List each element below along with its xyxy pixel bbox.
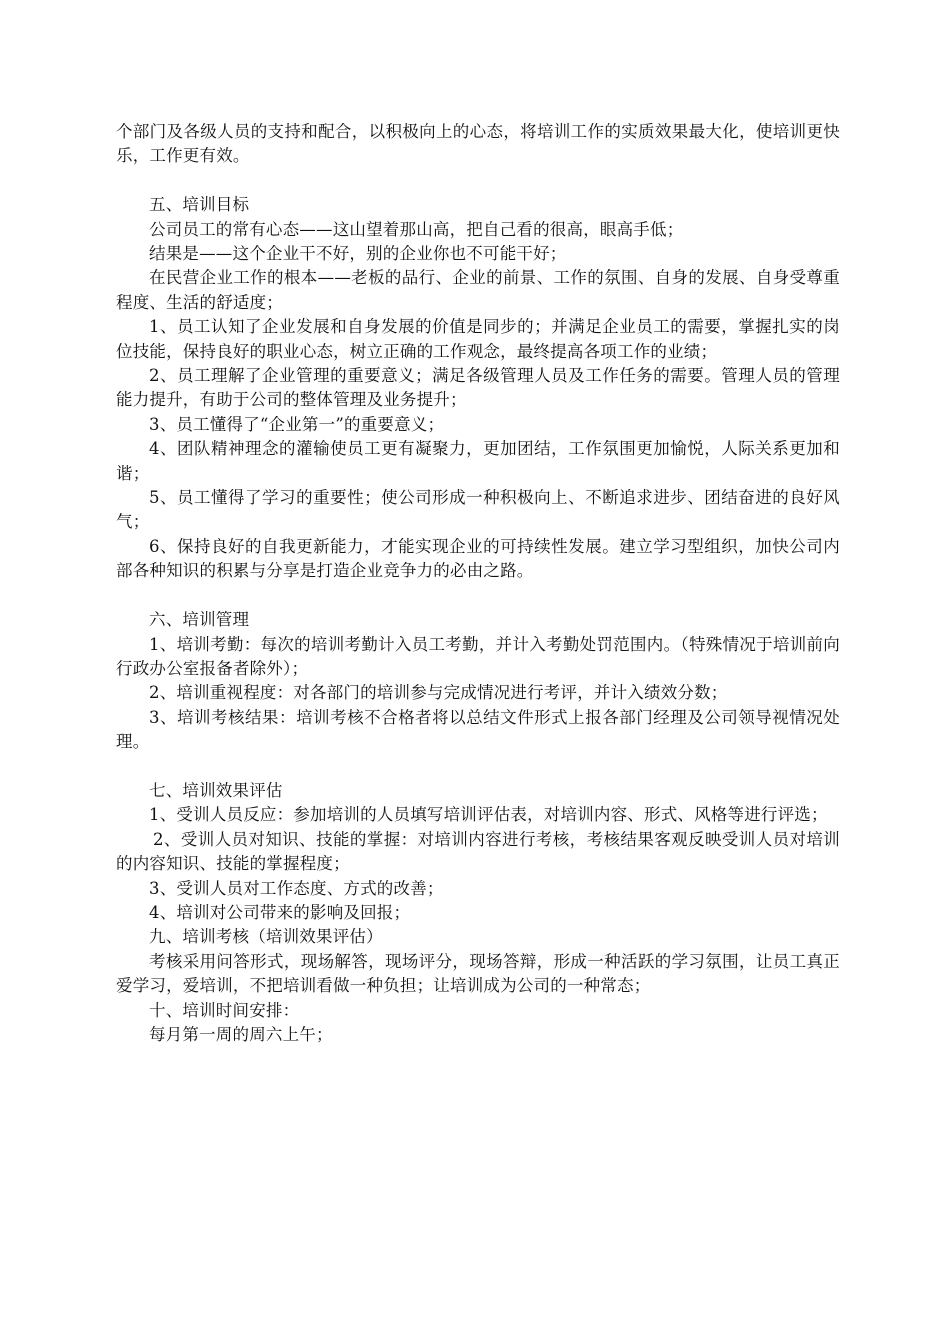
section-heading-training-evaluation: 七、培训效果评估 xyxy=(149,780,283,800)
list-item: 3、受训人员对工作态度、方式的改善； xyxy=(149,878,444,898)
list-item: 1、受训人员反应：参加培训的人员填写培训评估表，对培训内容、形式、风格等进行评选； xyxy=(149,805,828,825)
list-item: 4、团队精神理念的灌输使员工更有凝聚力，更加团结，工作氛围更加愉悦，人际关系更加和谐； xyxy=(116,439,840,483)
list-item: 3、培训考核结果：培训考核不合格者将以总结文件形式上报各部门经理及公司领导视情况处理。 xyxy=(116,707,840,752)
paragraph: 每月第一周的周六上午； xyxy=(149,1024,333,1044)
lead-paragraph: 个部门及各级人员的支持和配合，以积极向上的心态，将培训工作的实质效果最大化，使培训更快乐，工作更有效。 xyxy=(116,122,840,166)
paragraph: 结果是——这个企业干不好，别的企业你也不可能干好； xyxy=(149,244,567,264)
paragraph: 公司员工的常有心态——这山望着那山高，把自己看的很高，眼高手低； xyxy=(149,219,684,239)
section-heading-training-assessment: 九、培训考核（培训效果评估） xyxy=(149,927,383,947)
list-item: 6、保持良好的自我更新能力，才能实现企业的可持续性发展。建立学习型组织，加快公司内部各种知识的积累与分享是打造企业竞争力的必由之路。 xyxy=(116,536,840,581)
paragraph: 在民营企业工作的根本——老板的品行、企业的前景、工作的氛围、自身的发展、自身受尊重程度、生活的舒适度； xyxy=(116,268,840,312)
list-item: 1、员工认知了企业发展和自身发展的价值是同步的；并满足企业员工的需要，掌握扎实的岗位技能，保持良好的职业心态，树立正确的工作观念，最终提高各项工作的业绩； xyxy=(116,317,840,361)
section-heading-training-goals: 五、培训目标 xyxy=(149,195,250,215)
spacer xyxy=(116,169,840,193)
paragraph: 考核采用问答形式，现场解答，现场评分，现场答辩，形成一种活跃的学习氛围，让员工真正爱学习，爱培训，不把培训看做一种负担；让培训成为公司的一种常态； xyxy=(116,951,840,996)
spacer xyxy=(116,584,840,608)
document-page xyxy=(116,120,840,1047)
section-heading-training-management: 六、培训管理 xyxy=(149,610,250,630)
list-item: 2、受训人员对知识、技能的掌握：对培训内容进行考核，考核结果客观反映受训人员对培训的内容知识、技能的掌握程度； xyxy=(116,829,840,874)
list-item: 3、员工懂得了“企业第一”的重要意义； xyxy=(149,414,445,434)
list-item: 2、员工理解了企业管理的重要意义；满足各级管理人员及工作任务的需要。管理人员的管理能力提升，有助于公司的整体管理及业务提升； xyxy=(116,366,840,410)
section-heading-training-schedule: 十、培训时间安排： xyxy=(149,1000,300,1020)
list-item: 2、培训重视程度：对各部门的培训参与完成情况进行考评，并计入绩效分数； xyxy=(149,683,728,703)
list-item: 5、员工懂得了学习的重要性；使公司形成一种积极向上、不断追求进步、团结奋进的良好风气； xyxy=(116,488,840,532)
list-item: 4、培训对公司带来的影响及回报； xyxy=(149,902,411,922)
spacer xyxy=(116,755,840,779)
list-item: 1、培训考勤：每次的培训考勤计入员工考勤，并计入考勤处罚范围内。（特殊情况于培训前向行政办公室报备者除外）； xyxy=(116,634,840,678)
